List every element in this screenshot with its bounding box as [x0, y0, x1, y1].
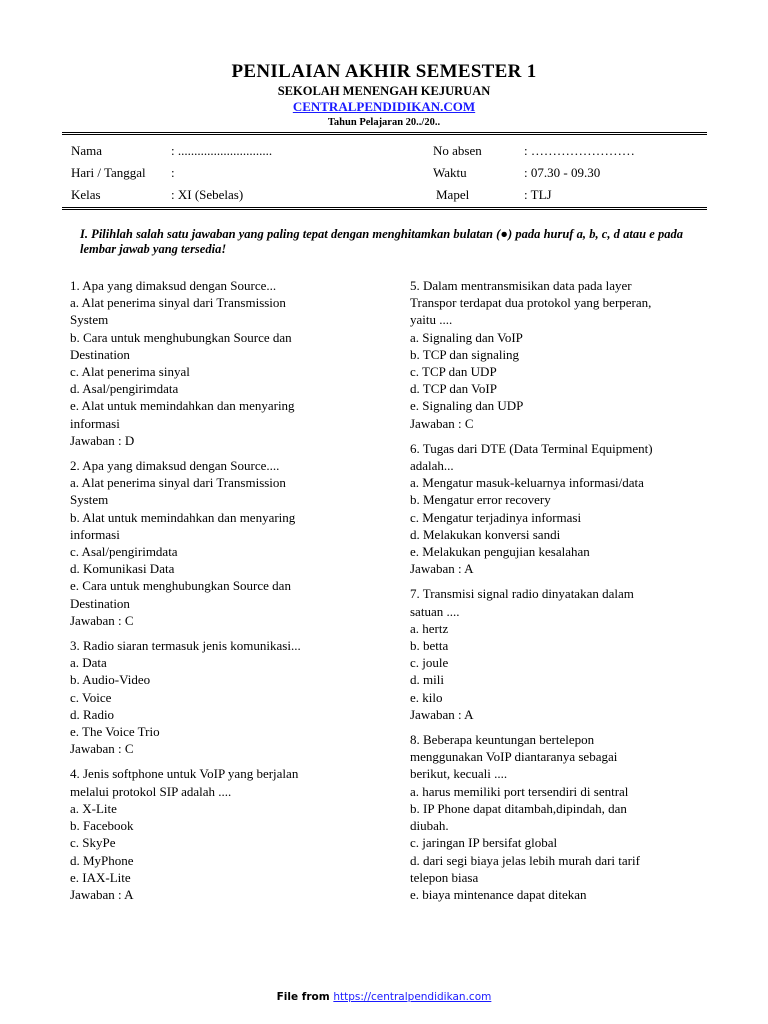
student-info-box — [62, 132, 707, 210]
question-line: a. Alat penerima sinyal dari Transmission — [70, 295, 286, 311]
question-line: e. kilo — [410, 689, 443, 705]
question-line: telepon biasa — [410, 869, 479, 885]
question-line: b. Alat untuk memindahkan dan menyaring — [70, 509, 296, 525]
hari-label: Hari / Tanggal — [71, 165, 146, 180]
questions-left-column — [70, 277, 370, 911]
question-line: c. SkyPe — [70, 835, 116, 851]
question-line: e. Cara untuk menghubungkan Source dan — [70, 578, 291, 594]
question-item — [410, 585, 710, 723]
question-line: berikut, kecuali .... — [410, 766, 508, 782]
question-line: e. IAX-Lite — [70, 869, 131, 885]
nama-label: Nama — [71, 143, 103, 158]
question-line: adalah... — [410, 458, 454, 474]
question-line: d. Radio — [70, 706, 115, 722]
question-item — [70, 637, 370, 757]
question-line: b. Cara untuk menghubungkan Source dan — [70, 329, 292, 345]
question-line: e. Signaling dan UDP — [410, 398, 524, 414]
question-line: e. The Voice Trio — [70, 724, 160, 740]
question-line: diubah. — [410, 818, 449, 834]
kelas-value: : XI (Sebelas) — [171, 187, 244, 202]
question-line: b. Audio-Video — [70, 672, 151, 688]
absen-label: No absen — [433, 143, 482, 158]
site-link[interactable]: CENTRALPENDIDIKAN.COM — [292, 99, 476, 114]
question-line: yaitu .... — [410, 312, 453, 328]
question-item — [70, 765, 370, 903]
question-item — [70, 277, 370, 449]
question-line: d. Melakukan konversi sandi — [410, 526, 561, 542]
answer-key: Jawaban : D — [70, 432, 135, 448]
question-text: 8. Beberapa keuntungan bertelepon — [410, 732, 595, 748]
question-line: a. Mengatur masuk-keluarnya informasi/data — [410, 475, 644, 491]
question-line: c. jaringan IP bersifat global — [410, 835, 558, 851]
question-item — [70, 457, 370, 629]
instruction-text: I. Pilihlah salah satu jawaban yang paling tepat dengan menghitamkan bulatan (●) pada huruf a, b, c, d atau e pada lembar jawab yang tersedia! — [80, 227, 683, 256]
info-row-kelas — [62, 187, 707, 207]
question-line: informasi — [70, 415, 120, 431]
question-line: d. Asal/pengirimdata — [70, 381, 179, 397]
info-row-hari — [62, 165, 707, 185]
answer-key: Jawaban : C — [70, 612, 134, 628]
mapel-label: Mapel — [436, 187, 470, 202]
info-row-nama — [62, 143, 707, 163]
questions-right-column — [410, 277, 710, 911]
question-line: c. TCP dan UDP — [410, 364, 497, 380]
question-line: c. Mengatur terjadinya informasi — [410, 509, 582, 525]
question-line: b. Mengatur error recovery — [410, 492, 551, 508]
question-line: c. joule — [410, 655, 449, 671]
answer-key: Jawaban : A — [70, 886, 134, 902]
question-item — [410, 277, 710, 432]
waktu-label: Waktu — [433, 165, 467, 180]
question-line: b. IP Phone dapat ditambah,dipindah, dan — [410, 800, 627, 816]
waktu-value: : 07.30 - 09.30 — [524, 165, 601, 180]
kelas-label: Kelas — [71, 187, 101, 202]
question-line: informasi — [70, 526, 120, 542]
question-line: e. biaya mintenance dapat ditekan — [410, 886, 587, 902]
question-text: 5. Dalam mentransmisikan data pada layer — [410, 278, 632, 293]
question-line: d. TCP dan VoIP — [410, 381, 497, 397]
question-item — [410, 731, 710, 903]
question-line: b. TCP dan signaling — [410, 346, 520, 362]
footer-prefix: File from — [276, 991, 334, 1003]
question-line: System — [70, 312, 109, 328]
question-line: d. mili — [410, 672, 444, 688]
question-line: c. Asal/pengirimdata — [70, 544, 178, 560]
question-line: a. Data — [70, 655, 107, 671]
question-line: a. Signaling dan VoIP — [410, 329, 523, 345]
answer-key: Jawaban : C — [70, 741, 134, 757]
question-line: c. Alat penerima sinyal — [70, 364, 190, 380]
question-line: c. Voice — [70, 689, 112, 705]
question-text: 7. Transmisi signal radio dinyatakan dalam — [410, 586, 634, 602]
question-text: 6. Tugas dari DTE (Data Terminal Equipment) — [410, 440, 653, 456]
nama-field[interactable]: : ............................. — [171, 143, 273, 158]
school-name: SEKOLAH MENENGAH KEJURUAN — [277, 84, 491, 98]
question-line: a. hertz — [410, 620, 449, 636]
question-item — [410, 440, 710, 578]
mapel-value: : TLJ — [524, 187, 552, 202]
answer-key: Jawaban : A — [410, 706, 474, 722]
question-text: 1. Apa yang dimaksud dengan Source... — [70, 278, 277, 293]
academic-year: Tahun Pelajaran 20../20.. — [327, 117, 441, 128]
question-line: b. betta — [410, 638, 449, 654]
question-line: d. Komunikasi Data — [70, 561, 175, 577]
question-line: Transpor terdapat dua protokol yang berperan, — [410, 295, 652, 311]
footer — [0, 991, 768, 1003]
hari-field[interactable]: : — [171, 165, 175, 180]
question-line: Destination — [70, 346, 130, 362]
answer-key: Jawaban : C — [410, 415, 474, 431]
question-line: System — [70, 492, 109, 508]
answer-key: Jawaban : A — [410, 561, 474, 577]
question-line: d. MyPhone — [70, 852, 134, 868]
question-line: e. Melakukan pengujian kesalahan — [410, 544, 590, 560]
question-line: e. Alat untuk memindahkan dan menyaring — [70, 398, 295, 414]
exam-title: PENILAIAN AKHIR SEMESTER 1 — [231, 61, 537, 82]
question-text: 3. Radio siaran termasuk jenis komunikasi... — [70, 638, 301, 654]
question-line: a. Alat penerima sinyal dari Transmission — [70, 475, 286, 491]
question-text: 2. Apa yang dimaksud dengan Source.... — [70, 458, 280, 474]
question-line: Destination — [70, 595, 130, 611]
question-text: 4. Jenis softphone untuk VoIP yang berjalan — [70, 766, 299, 782]
exam-header — [0, 60, 768, 129]
question-line: a. X-Lite — [70, 800, 117, 816]
question-line: a. harus memiliki port tersendiri di sentral — [410, 783, 629, 799]
question-line: satuan .... — [410, 603, 460, 619]
question-line: d. dari segi biaya jelas lebih murah dari tarif — [410, 852, 640, 868]
absen-field[interactable]: : …………………… — [524, 143, 635, 158]
question-line: melalui protokol SIP adalah .... — [70, 783, 232, 799]
footer-link[interactable]: https://centralpendidikan.com — [333, 991, 492, 1003]
question-line: b. Facebook — [70, 818, 134, 834]
question-line: menggunakan VoIP diantaranya sebagai — [410, 749, 618, 765]
